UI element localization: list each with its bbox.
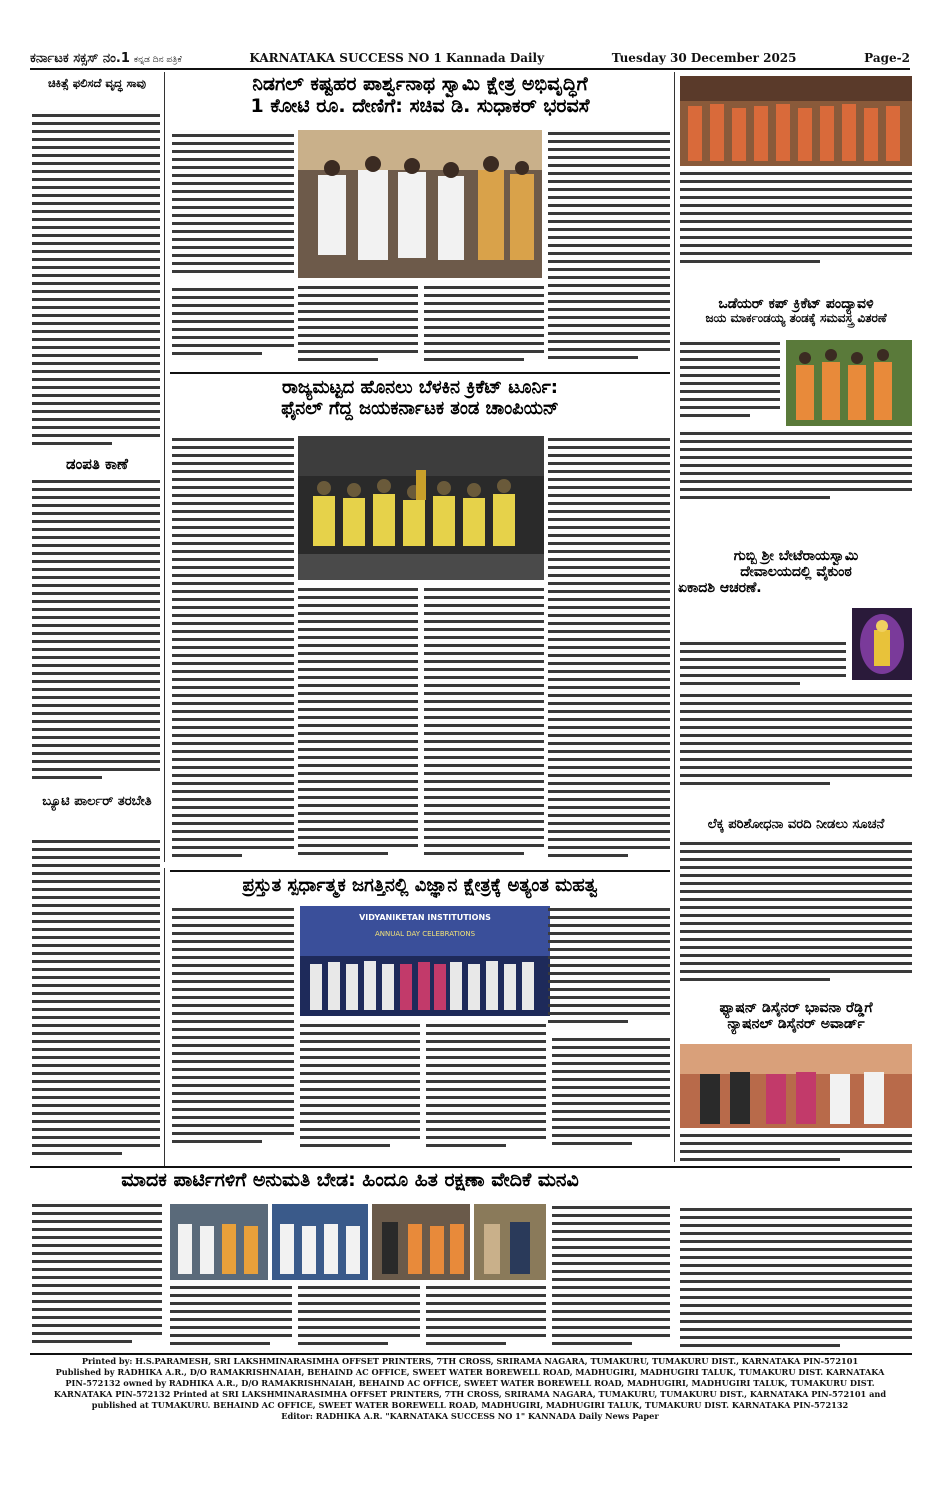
article-text [32, 112, 160, 450]
photo-memorandum-4 [474, 1204, 546, 1280]
imprint-footer [30, 1356, 910, 1422]
article-text [680, 692, 912, 792]
text-lines [548, 130, 670, 366]
headline-beauty-parlour: ಬ್ಯೂಟಿ ಪಾರ್ಲರ್ ತರಬೇತಿ [42, 794, 152, 809]
column-rule [164, 72, 165, 862]
article-text [680, 840, 912, 990]
photo-shapes [300, 906, 550, 1016]
headline-line: ಜಯ ಮಾರ್ಕಂಡಯ್ಯ ತಂಡಕ್ಕೆ ಸಮವಸ್ತ್ರ ವಿತರಣೆ [705, 311, 887, 326]
headline-line: ಫೈನಲ್ ಗೆದ್ದ ಜಯಕರ್ನಾಟಕ ತಂಡ ಚಾಂಪಿಯನ್ [281, 397, 559, 419]
masthead-date: Tuesday 30 December 2025 [611, 51, 797, 65]
article-text [32, 838, 160, 1164]
article-text [170, 1284, 292, 1350]
photo-memorandum-3 [372, 1204, 470, 1280]
article-text [680, 640, 846, 690]
photo-annual-day [300, 906, 550, 1016]
headline-line: ಫ್ಯಾಷನ್ ಡಿಸೈನರ್ ಭಾವನಾ ರೆಡ್ಡಿಗೆ [719, 1000, 873, 1016]
headline-science: ಪ್ರಸ್ತುತ ಸ್ಪರ್ಧಾತ್ಮಕ ಜಗತ್ತಿನಲ್ಲಿ ವಿಜ್ಞಾನ ಕ್ಷೇತ್ರಕ್ಕೆ ಅತ್ಯಂತ ಮಹತ್ವ [242, 875, 598, 896]
headline-line: ಏಕಾದಶಿ ಆಚರಣೆ. [678, 580, 762, 597]
photo-cricket-champions [298, 436, 544, 580]
text-lines [298, 586, 418, 866]
article-text [32, 1202, 162, 1350]
imprint-line: KARNATAKA PIN-572132 Printed at SRI LAKSHMINARASIMHA OFFSET PRINTERS, 7TH CROSS, SRIRAMA NAGARA, TUMAKURU, TUMAKURU DIST., KARNATAKA PIN-572101 and [53, 1389, 887, 1399]
headline-line: 1 ಕೋಟಿ ರೂ. ದೇಣಿಗೆ: ಸಚಿವ ಡಿ. ಸುಧಾಕರ್ ಭರವಸೆ [250, 94, 590, 117]
divider [30, 1353, 912, 1355]
article-text [298, 284, 418, 366]
headline-cricket-tournament [170, 378, 670, 419]
article-text [32, 478, 160, 788]
headline-elderly-death: ಚಿಕಿತ್ಸೆ ಫಲಿಸದೆ ವೃದ್ಧ ಸಾವು [47, 76, 147, 90]
imprint-line: published at TUMAKURU. BEHAIND AC OFFICE, SWEET WATER BOREWELL ROAD, MADHUGIRI, MADHUGIRI TALUK, TUMAKURU DIST. KARNATAKA PIN-572132 [91, 1400, 849, 1410]
article-text [426, 1022, 546, 1156]
banner-celebrations: ANNUAL DAY CELEBRATIONS [374, 930, 476, 938]
article-text [548, 130, 670, 366]
text-lines [424, 586, 544, 866]
article-text [680, 430, 912, 506]
headline-line: ಒಡೆಯರ್ ಕಪ್ ಕ್ರಿಕೆಟ್ ಪಂದ್ಯಾವಳಿ [718, 296, 874, 312]
text-lines [680, 640, 846, 690]
article-text [298, 1284, 420, 1350]
photo-shapes [680, 76, 912, 166]
article-text [172, 436, 294, 866]
photo-group-gathering [680, 76, 912, 166]
column-rule [674, 72, 675, 1162]
headline-drug-parties: ಮಾದಕ ಪಾರ್ಟಿಗಳಿಗೆ ಅನುಮತಿ ಬೇಡ: ಹಿಂದೂ ಹಿತ ರಕ್ಷಣಾ ವೇದಿಕೆ ಮನವಿ [121, 1169, 579, 1191]
headline-line: ಗುಬ್ಬಿ ಶ್ರೀ ಬೇಟೆರಾಯಸ್ವಾಮಿ [733, 548, 859, 564]
photo-shapes [298, 436, 544, 580]
text-lines [680, 430, 912, 506]
article-text [680, 340, 780, 426]
text-lines [680, 170, 912, 270]
text-lines [172, 906, 294, 1156]
photo-deity [852, 608, 912, 680]
text-lines [298, 284, 418, 366]
photo-memorandum-2 [272, 1204, 368, 1280]
divider [170, 870, 670, 872]
photo-shapes [298, 130, 542, 278]
column-rule [164, 868, 165, 1166]
text-lines [680, 1132, 912, 1164]
headline-line: ನಿಡಗಲ್ ಕಷ್ಟಹರ ಪಾರ್ಶ್ವನಾಥ ಸ್ವಾಮಿ ಕ್ಷೇತ್ರ ಅಭಿವೃದ್ಧಿಗೆ [252, 73, 588, 95]
masthead-kannada [30, 51, 182, 66]
text-lines [32, 838, 160, 1164]
headline-couple-missing: ಡಂಪತಿ ಕಾಣೆ [66, 455, 128, 473]
text-lines [32, 1202, 162, 1350]
text-lines [170, 1284, 292, 1350]
text-lines [32, 478, 160, 788]
photo-shapes [272, 1204, 368, 1280]
divider [170, 372, 670, 374]
article-text [680, 1132, 912, 1164]
article-text [552, 1204, 670, 1350]
text-lines [552, 1204, 670, 1350]
imprint-line: Editor: RADHIKA A.R. "KARNATAKA SUCCESS NO 1" KANNADA Daily News Paper [281, 1411, 659, 1421]
photo-award-ceremony [680, 1044, 912, 1128]
text-lines [172, 132, 294, 282]
text-lines [298, 1284, 420, 1350]
article-text [424, 586, 544, 866]
text-lines [300, 1022, 420, 1156]
photo-shapes [474, 1204, 546, 1280]
headline-audit-report: ಲೆಕ್ಕ ಪರಿಶೋಧನಾ ವರದಿ ನೀಡಲು ಸೂಚನೆ [707, 817, 885, 832]
masthead-kannada-sub: ಕನ್ನಡ ದಿನ ಪತ್ರಿಕೆ [133, 54, 182, 65]
text-lines [172, 436, 294, 866]
photo-shapes [680, 1044, 912, 1128]
text-lines [172, 286, 294, 366]
text-lines [548, 906, 670, 1031]
divider [30, 1166, 912, 1168]
photo-shapes [372, 1204, 470, 1280]
article-text [548, 906, 670, 1031]
text-lines [680, 1206, 912, 1350]
imprint-line: Published by RADHIKA A.R., D/O RAMAKRISHNAIAH, BEHAIND AC OFFICE, SWEET WATER BOREWELL ROAD, MADHUGIRI, MADHUGIRI TALUK, TUMAKURU DIST. KARNATAKA [55, 1367, 885, 1377]
text-lines [426, 1022, 546, 1156]
headline-line: ನ್ಯಾಷನಲ್ ಡಿಸೈನರ್ ಅವಾರ್ಡ್ [727, 1016, 865, 1033]
headline-line: ದೇವಾಲಯದಲ್ಲಿ ವೈಕುಂಠ [740, 564, 852, 581]
text-lines [424, 284, 544, 366]
masthead [30, 50, 910, 70]
article-text [172, 286, 294, 366]
article-text [172, 906, 294, 1156]
article-text [426, 1284, 546, 1350]
article-text [172, 132, 294, 282]
article-text [680, 170, 912, 270]
photo-memorandum-1 [170, 1204, 268, 1280]
article-text [552, 1036, 670, 1156]
article-text [300, 1022, 420, 1156]
text-lines [426, 1284, 546, 1350]
article-text [424, 284, 544, 366]
masthead-kannada-title: ಕರ್ನಾಟಕ ಸಕ್ಸಸ್ ನಂ.1 [30, 50, 130, 66]
text-lines [680, 840, 912, 990]
headline-odeyar-cup [678, 296, 914, 326]
text-lines [552, 1036, 670, 1156]
imprint-line: Printed by: H.S.PARAMESH, SRI LAKSHMINARASIMHA OFFSET PRINTERS, 7TH CROSS, SRIRAMA NAGARA, TUMAKURU, TUMAKURU DIST., KARNATAKA PIN-572101 [81, 1356, 859, 1366]
article-text [298, 586, 418, 866]
imprint-line: PIN-572132 owned by RADHIKA A.R., D/O RAMAKRISHNAIAH, BEHAIND AC OFFICE, SWEET WATER BOREWELL ROAD, MADHUGIRI, MADHUGIRI TALUK, TUMAKURU DIST. [65, 1378, 875, 1388]
article-text [548, 436, 670, 866]
text-lines [680, 340, 780, 426]
headline-fashion-designer [678, 1000, 914, 1032]
photo-shapes [170, 1204, 268, 1280]
text-lines [32, 112, 160, 450]
headline-nidagal-temple [170, 74, 670, 118]
text-lines [548, 436, 670, 866]
text-lines [680, 692, 912, 792]
headline-line: ರಾಜ್ಯಮಟ್ಟದ ಹೊನಲು ಬೆಳಕಿನ ಕ್ರಿಕೆಟ್ ಟೂರ್ನಿ: [281, 377, 558, 398]
photo-minister-inauguration [298, 130, 542, 278]
headline-gubbi-temple [678, 548, 914, 596]
masthead-page: Page-2 [864, 51, 910, 65]
photo-shapes [786, 340, 912, 426]
photo-shapes [852, 608, 912, 680]
article-text [680, 1206, 912, 1350]
banner-vidyanikethan: VIDYANIKETAN INSTITUTIONS [359, 913, 491, 922]
photo-team-jersey [786, 340, 912, 426]
masthead-english-title: KARNATAKA SUCCESS NO 1 Kannada Daily [249, 51, 545, 65]
